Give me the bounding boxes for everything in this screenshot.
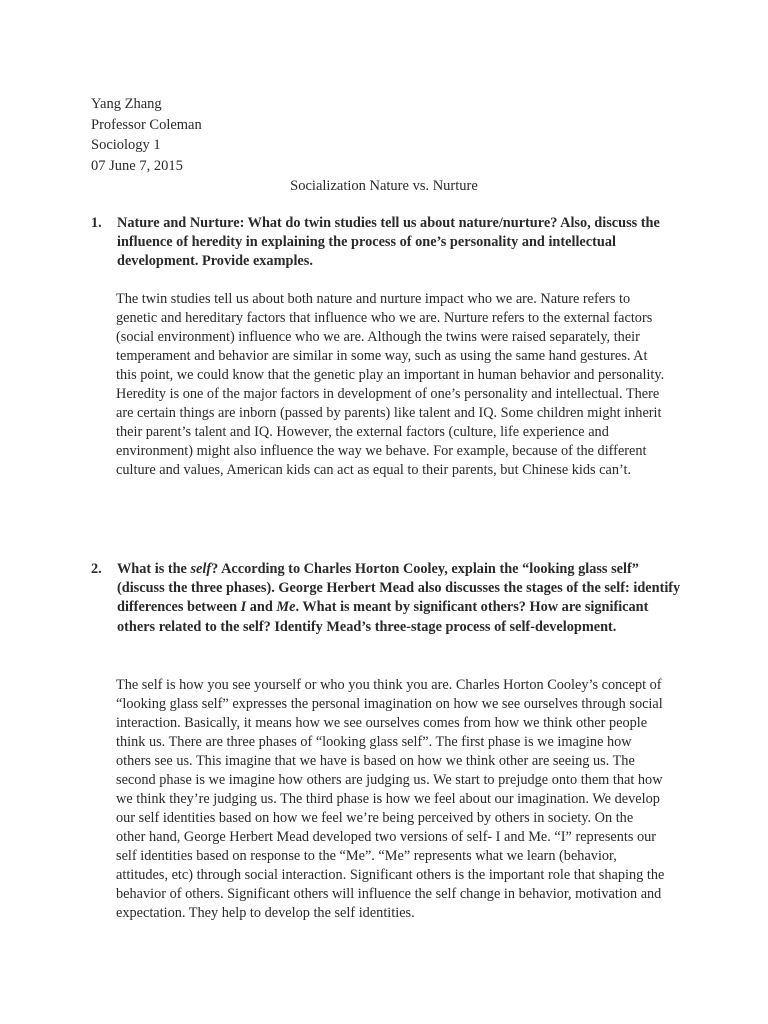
- course-name: Sociology 1: [91, 137, 161, 153]
- professor-name: Professor Coleman: [91, 116, 202, 133]
- question-text: [117, 560, 683, 637]
- answer-2: [116, 676, 666, 923]
- question-text-part: . What is meant by significant others? How are significant others related to the self? Identify Mead’s three-stage process of self-development.: [117, 599, 649, 635]
- question-text-part: What is the: [117, 561, 191, 577]
- document-title-row: [0, 176, 768, 196]
- document-date: 07 June 7, 2015: [91, 157, 183, 174]
- answer-paragraph: The twin studies tell us about both nature and nurture impact who we are. Nature refers to genetic and hereditary factors that influence who we are. Nurture refers to the external factors (social environment) influence who we are. Although the twins were raised separately, their temperament and behavior are similar in some way, such as using the same hand gestures. At this point, we could know that the genetic play an important in human behavior and personality. Heredity is one of the major factors in development of one’s personality and intellectual. There are certain things are inborn (passed by parents) like talent and IQ. Some children might inherit their parent’s talent and IQ. However, the external factors (culture, life experience and environment) might also influence the way we behave. For example, because of the different culture and values, American kids can act as equal to their parents, but Chinese kids can’t.: [116, 291, 665, 478]
- answer-paragraph: The self is how you see yourself or who you think you are. Charles Horton Cooley’s concept of “looking glass self” expresses the personal imagination on how we see ourselves through social interaction. Basically, it means how we see ourselves comes from how we think other people think us. There are three phases of “looking glass self”. The first phase is we imagine how others see us. This imagine that we have is based on how we think other are seeing us. The second phase is we imagine how others are judging us. We start to prejudge onto them that how we think they’re judging us. The third phase is how we feel about our imagination. We develop our self identities based on how we feel we’re being perceived by others in society. On the other hand, George Herbert Mead developed two versions of self- I and Me. “I” represents our self identities based on response to the “Me”. “Me” represents what we learn (behavior, attitudes, etc) through social interaction. Significant others is the important role that shaping the behavior of others. Significant others will influence the self change in behavior, motivation and expectation. They help to develop the self identities.: [116, 677, 665, 921]
- question-text-part: and: [246, 599, 277, 616]
- question-number: 2.: [91, 561, 102, 577]
- document-title: Socialization Nature vs. Nurture: [290, 178, 478, 194]
- question-1: [91, 214, 683, 272]
- question-text: Nature and Nurture: What do twin studies tell us about nature/nurture? Also, discuss the influence of heredity in explaining the process of one’s personality and intellectual development. Provide examples.: [117, 215, 660, 270]
- emphasis-self: self: [190, 561, 212, 577]
- author-name: Yang Zhang: [91, 96, 162, 112]
- question-number: 1.: [91, 215, 102, 231]
- emphasis-me: Me: [276, 599, 296, 616]
- answer-1: [116, 290, 666, 480]
- question-2: [91, 560, 683, 637]
- question-text-part: ? According to Charles Horton Cooley, explain the “looking glass self” (discuss the three phases). George Herbert Mead also discusses the stages of the self: identify differences between: [117, 561, 681, 616]
- document-header: [91, 94, 202, 176]
- emphasis-i: I: [240, 599, 247, 616]
